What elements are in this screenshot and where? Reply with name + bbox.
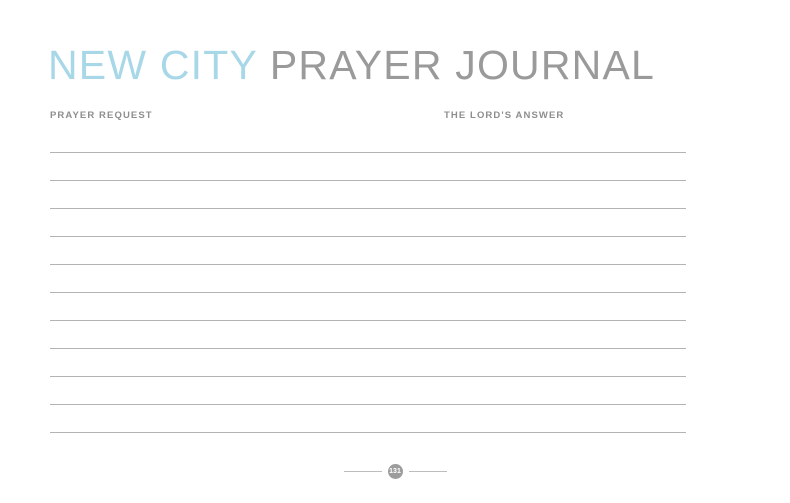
page-number-badge: 131 [388,464,403,479]
column-header-prayer-request: PRAYER REQUEST [50,110,153,121]
writing-line[interactable] [50,152,686,153]
writing-line[interactable] [50,404,686,405]
writing-line[interactable] [50,264,686,265]
page-title-secondary: PRAYER JOURNAL [269,42,656,88]
writing-line[interactable] [50,432,686,433]
column-header-lords-answer: THE LORD'S ANSWER [444,110,565,121]
page-title-primary: NEW CITY [48,42,258,88]
writing-line[interactable] [50,236,686,237]
writing-line[interactable] [50,376,686,377]
page-footer [0,464,790,479]
footer-rule-right [409,471,447,472]
page-title [48,42,655,89]
footer-rule-left [344,471,382,472]
column-headers [0,110,790,126]
writing-line[interactable] [50,180,686,181]
writing-line[interactable] [50,292,686,293]
writing-line[interactable] [50,348,686,349]
writing-lines [50,152,686,433]
writing-line[interactable] [50,208,686,209]
writing-line[interactable] [50,320,686,321]
